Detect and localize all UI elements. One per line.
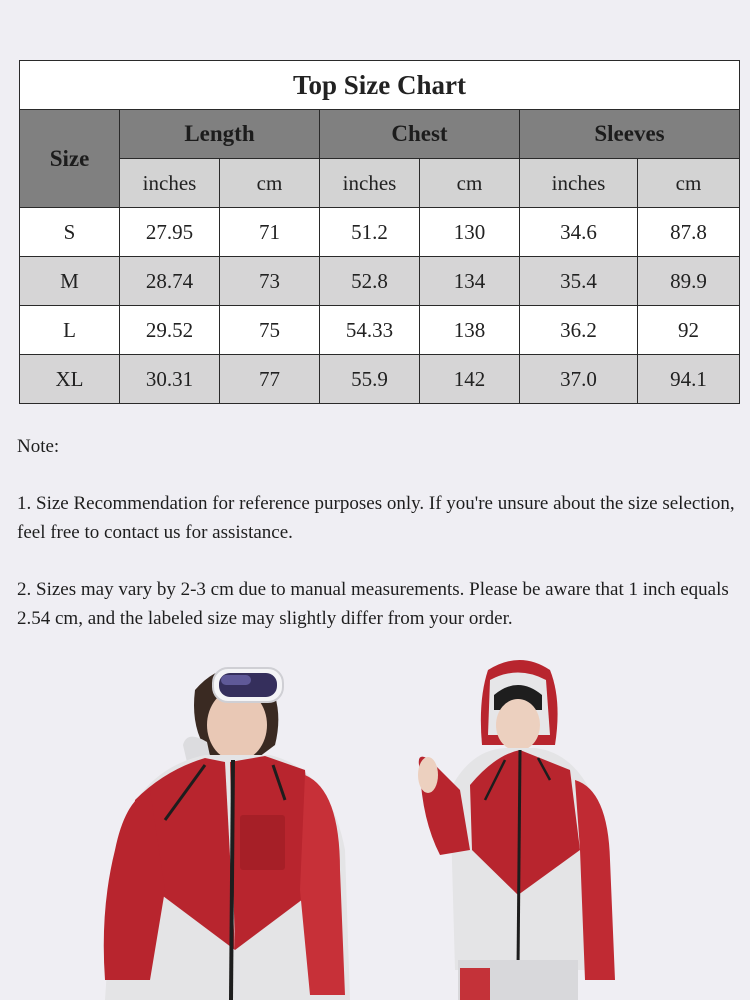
- model-photo-left: [95, 650, 355, 1000]
- value-cell: 71: [220, 208, 320, 257]
- value-cell: 35.4: [520, 257, 638, 306]
- value-cell: 94.1: [638, 355, 740, 404]
- table-title: Top Size Chart: [20, 61, 740, 110]
- notes-heading: Note:: [17, 436, 60, 457]
- value-cell: 142: [420, 355, 520, 404]
- size-cell: S: [20, 208, 120, 257]
- value-cell: 77: [220, 355, 320, 404]
- note-item: 2. Sizes may vary by 2-3 cm due to manual measurements. Please be aware that 1 inch equals 2.54 cm, and the labeled size may slightly differ from your order.: [17, 579, 729, 629]
- value-cell: 138: [420, 306, 520, 355]
- table-row: [20, 257, 740, 306]
- size-cell: M: [20, 257, 120, 306]
- notes-section: [17, 432, 735, 661]
- sleeves-header: Sleeves: [520, 110, 740, 159]
- value-cell: 34.6: [520, 208, 638, 257]
- unit-header: cm: [420, 159, 520, 208]
- size-cell: L: [20, 306, 120, 355]
- model-illustration: [410, 650, 620, 1000]
- note-item: 1. Size Recommendation for reference purposes only. If you're unsure about the size selection, feel free to contact us for assistance.: [17, 493, 735, 543]
- value-cell: 52.8: [320, 257, 420, 306]
- table-row: [20, 208, 740, 257]
- value-cell: 30.31: [120, 355, 220, 404]
- value-cell: 36.2: [520, 306, 638, 355]
- length-header: Length: [120, 110, 320, 159]
- unit-header: inches: [120, 159, 220, 208]
- unit-header: inches: [320, 159, 420, 208]
- value-cell: 73: [220, 257, 320, 306]
- chest-header: Chest: [320, 110, 520, 159]
- model-illustration: [95, 650, 355, 1000]
- unit-header: cm: [638, 159, 740, 208]
- size-column-header: Size: [20, 110, 120, 208]
- unit-header: inches: [520, 159, 638, 208]
- model-photo-right: [410, 650, 620, 1000]
- value-cell: 134: [420, 257, 520, 306]
- value-cell: 27.95: [120, 208, 220, 257]
- value-cell: 29.52: [120, 306, 220, 355]
- value-cell: 51.2: [320, 208, 420, 257]
- value-cell: 54.33: [320, 306, 420, 355]
- value-cell: 87.8: [638, 208, 740, 257]
- size-chart-table: [19, 60, 740, 404]
- unit-header: cm: [220, 159, 320, 208]
- size-cell: XL: [20, 355, 120, 404]
- value-cell: 28.74: [120, 257, 220, 306]
- value-cell: 75: [220, 306, 320, 355]
- table-row: [20, 306, 740, 355]
- value-cell: 89.9: [638, 257, 740, 306]
- value-cell: 130: [420, 208, 520, 257]
- value-cell: 37.0: [520, 355, 638, 404]
- table-row: [20, 355, 740, 404]
- value-cell: 92: [638, 306, 740, 355]
- value-cell: 55.9: [320, 355, 420, 404]
